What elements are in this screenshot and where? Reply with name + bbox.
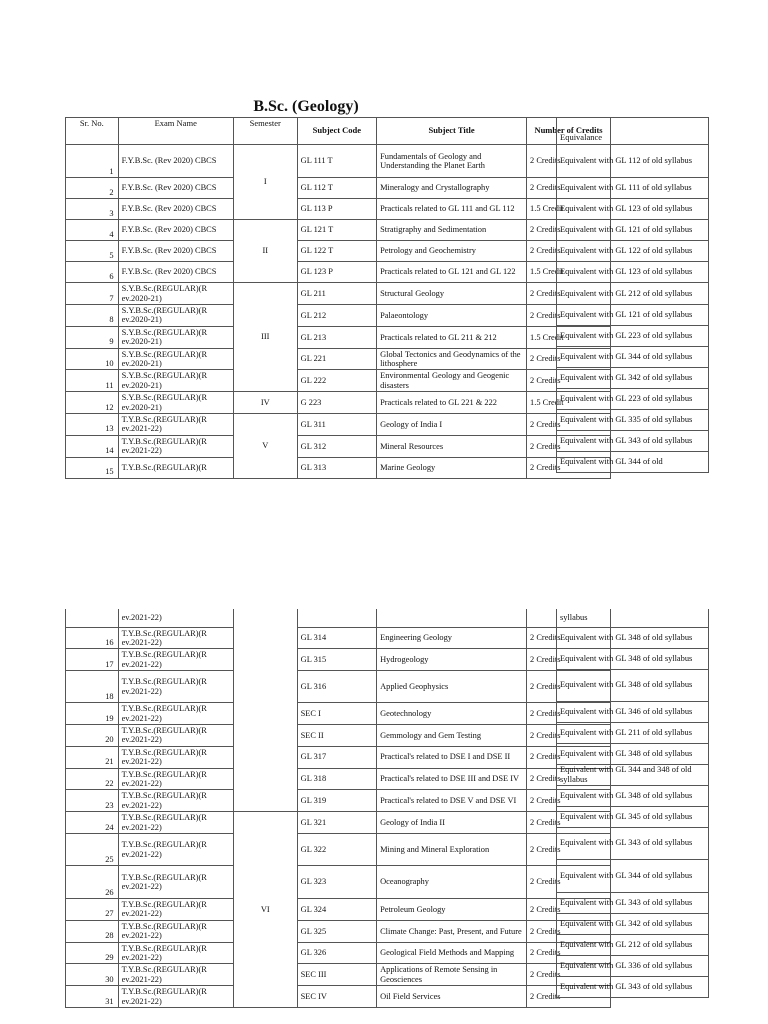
exam-name-cell: F.Y.B.Sc. (Rev 2020) CBCS bbox=[118, 178, 233, 199]
credits-cell: 2 Credits bbox=[527, 348, 611, 370]
exam-name-cell: S.Y.B.Sc.(REGULAR)(R ev.2020-21) bbox=[118, 283, 233, 305]
subject-code-cell: GL 311 bbox=[297, 414, 376, 436]
equivalence-row bbox=[557, 368, 709, 389]
subject-title-cell: Global Tectonics and Geodynamics of the lithosphere bbox=[377, 348, 527, 370]
subject-code-cell: GL 312 bbox=[297, 435, 376, 457]
sr-no-cell: 17 bbox=[66, 649, 119, 671]
equivalence-table-part2 bbox=[556, 609, 709, 998]
equivalence-cell: Equivalent with GL 111 of old syllabus bbox=[557, 178, 709, 199]
equivalence-cell: Equivalent with GL 343 of old syllabus bbox=[557, 976, 709, 997]
equivalence-row bbox=[557, 785, 709, 806]
table-row bbox=[66, 768, 611, 790]
subject-code-cell: GL 221 bbox=[297, 348, 376, 370]
header-sr-no: Sr. No. bbox=[66, 118, 119, 145]
equivalence-row bbox=[557, 892, 709, 913]
subject-code-cell: GL 325 bbox=[297, 920, 376, 942]
exam-name-cell: F.Y.B.Sc. (Rev 2020) CBCS bbox=[118, 145, 233, 178]
equivalence-cell: Equivalent with GL 344 of old syllabus bbox=[557, 347, 709, 368]
exam-name-cell: F.Y.B.Sc. (Rev 2020) CBCS bbox=[118, 241, 233, 262]
subject-title-cell: Engineering Geology bbox=[377, 627, 527, 649]
exam-name-cell: T.Y.B.Sc.(REGULAR)(R ev.2021-22) bbox=[118, 942, 233, 964]
subject-code-cell: GL 121 T bbox=[297, 220, 376, 241]
exam-name-cell: T.Y.B.Sc.(REGULAR)(R ev.2021-22) bbox=[118, 920, 233, 942]
sr-no-cell: 6 bbox=[66, 262, 119, 283]
sr-no-cell: 19 bbox=[66, 703, 119, 725]
credits-cell: 2 Credits bbox=[527, 627, 611, 649]
table-row bbox=[66, 145, 611, 178]
subject-code-cell: GL 322 bbox=[297, 834, 376, 866]
sr-no-cell: 9 bbox=[66, 326, 119, 348]
exam-name-continued: ev.2021-22) bbox=[118, 609, 233, 627]
exam-name-cell: T.Y.B.Sc.(REGULAR)(R ev.2021-22) bbox=[118, 812, 233, 834]
exam-name-cell: T.Y.B.Sc.(REGULAR)(R ev.2021-22) bbox=[118, 414, 233, 436]
equivalence-row bbox=[557, 976, 709, 997]
exam-name-cell: S.Y.B.Sc.(REGULAR)(R ev.2020-21) bbox=[118, 348, 233, 370]
equivalence-row bbox=[557, 913, 709, 934]
credits-cell: 2 Credits bbox=[527, 768, 611, 790]
credits-cell: 1.5 Credit bbox=[527, 262, 611, 283]
equivalence-row bbox=[557, 389, 709, 410]
sr-no-cell: 15 bbox=[66, 457, 119, 478]
table-row bbox=[66, 199, 611, 220]
equivalence-row bbox=[557, 431, 709, 452]
equivalence-row bbox=[557, 764, 709, 785]
sr-no-cell: 24 bbox=[66, 812, 119, 834]
subject-code-cell: GL 111 T bbox=[297, 145, 376, 178]
exam-name-cell: T.Y.B.Sc.(REGULAR)(R ev.2021-22) bbox=[118, 899, 233, 921]
equivalence-row bbox=[557, 722, 709, 743]
equivalence-cell: Equivalent with GL 121 of old syllabus bbox=[557, 220, 709, 241]
table-header-row bbox=[66, 118, 611, 145]
credits-cell: 2 Credits bbox=[527, 703, 611, 725]
subject-title-cell: Practical's related to DSE III and DSE IV bbox=[377, 768, 527, 790]
exam-name-cell: S.Y.B.Sc.(REGULAR)(R ev.2020-21) bbox=[118, 326, 233, 348]
credits-cell: 1.5 Credit bbox=[527, 326, 611, 348]
subject-code-cell: GL 323 bbox=[297, 866, 376, 899]
subject-code-cell: GL 211 bbox=[297, 283, 376, 305]
equivalence-table-part1 bbox=[556, 117, 709, 473]
credits-cell: 2 Credits bbox=[527, 283, 611, 305]
credits-cell: 2 Credits bbox=[527, 370, 611, 392]
table-row bbox=[66, 790, 611, 812]
equivalence-cell: Equivalent with GL 342 of old syllabus bbox=[557, 368, 709, 389]
table-row bbox=[66, 964, 611, 986]
subject-title-cell: Oil Field Services bbox=[377, 986, 527, 1008]
exam-name-cell: T.Y.B.Sc.(REGULAR)(R ev.2021-22) bbox=[118, 703, 233, 725]
credits-cell: 2 Credits bbox=[527, 986, 611, 1008]
exam-name-cell: F.Y.B.Sc. (Rev 2020) CBCS bbox=[118, 199, 233, 220]
subject-code-cell: SEC II bbox=[297, 724, 376, 746]
subject-code-cell: GL 212 bbox=[297, 305, 376, 327]
equivalence-row bbox=[557, 347, 709, 368]
subject-title-cell: Structural Geology bbox=[377, 283, 527, 305]
header-equivalance: Equivalance bbox=[557, 118, 709, 145]
credits-cell: 2 Credits bbox=[527, 305, 611, 327]
equivalence-cell: Equivalent with GL 348 of old syllabus bbox=[557, 648, 709, 669]
subject-title-cell: Practical's related to DSE V and DSE VI bbox=[377, 790, 527, 812]
subject-title-cell: Fundamentals of Geology and Understanding the Planet Earth bbox=[377, 145, 527, 178]
equivalence-row bbox=[557, 743, 709, 764]
equivalence-cell: Equivalent with GL 223 of old syllabus bbox=[557, 326, 709, 347]
table-row bbox=[66, 920, 611, 942]
sr-no-cell: 26 bbox=[66, 866, 119, 899]
equivalence-row bbox=[557, 241, 709, 262]
sr-no-cell: 2 bbox=[66, 178, 119, 199]
table-row bbox=[66, 262, 611, 283]
sr-no-cell: 11 bbox=[66, 370, 119, 392]
semester-cell: VI bbox=[233, 812, 297, 1008]
equivalence-cell: Equivalent with GL 343 of old syllabus bbox=[557, 431, 709, 452]
table-row bbox=[66, 326, 611, 348]
equivalence-cell: Equivalent with GL 343 of old syllabus bbox=[557, 892, 709, 913]
course-table-part2 bbox=[65, 609, 611, 1008]
equivalence-cell: Equivalent with GL 123 of old syllabus bbox=[557, 262, 709, 283]
equivalence-cell: Equivalent with GL 122 of old syllabus bbox=[557, 241, 709, 262]
subject-title-cell: Stratigraphy and Sedimentation bbox=[377, 220, 527, 241]
equivalence-row bbox=[557, 220, 709, 241]
subject-title-cell: Practicals related to GL 221 & 222 bbox=[377, 392, 527, 414]
table-row bbox=[66, 457, 611, 478]
subject-code-cell: GL 112 T bbox=[297, 178, 376, 199]
table-row bbox=[66, 866, 611, 899]
exam-name-cell: T.Y.B.Sc.(REGULAR)(R ev.2021-22) bbox=[118, 649, 233, 671]
header-semester: Semester bbox=[233, 118, 297, 145]
credits-cell: 2 Credits bbox=[527, 414, 611, 436]
credits-cell: 1.5 Credit bbox=[527, 199, 611, 220]
table-row bbox=[66, 305, 611, 327]
equivalence-row bbox=[557, 806, 709, 827]
subject-title-cell: Mining and Mineral Exploration bbox=[377, 834, 527, 866]
equivalence-row bbox=[557, 178, 709, 199]
exam-name-cell: T.Y.B.Sc.(REGULAR)(R ev.2021-22) bbox=[118, 790, 233, 812]
sr-no-cell: 16 bbox=[66, 627, 119, 649]
credits-cell: 2 Credits bbox=[527, 178, 611, 199]
subject-title-cell: Petroleum Geology bbox=[377, 899, 527, 921]
subject-title-cell: Hydrogeology bbox=[377, 649, 527, 671]
table-row bbox=[66, 283, 611, 305]
semester-cell bbox=[233, 627, 297, 812]
table-row bbox=[66, 703, 611, 725]
subject-code-cell: GL 313 bbox=[297, 457, 376, 478]
subject-title-cell: Mineralogy and Crystallography bbox=[377, 178, 527, 199]
sr-no-cell: 30 bbox=[66, 964, 119, 986]
subject-title-cell: Practicals related to GL 121 and GL 122 bbox=[377, 262, 527, 283]
semester-cell bbox=[233, 609, 297, 627]
sr-no-cell: 27 bbox=[66, 899, 119, 921]
subject-code-cell: GL 317 bbox=[297, 746, 376, 768]
subject-code-cell: GL 324 bbox=[297, 899, 376, 921]
sr-no-cell: 20 bbox=[66, 724, 119, 746]
header-subject-code: Subject Code bbox=[297, 118, 376, 145]
exam-name-cell: T.Y.B.Sc.(REGULAR)(R ev.2021-22) bbox=[118, 866, 233, 899]
subject-title-cell: Climate Change: Past, Present, and Future bbox=[377, 920, 527, 942]
subject-title-cell: Petrology and Geochemistry bbox=[377, 241, 527, 262]
subject-code-cell: GL 222 bbox=[297, 370, 376, 392]
exam-name-cell: T.Y.B.Sc.(REGULAR)(R ev.2021-22) bbox=[118, 627, 233, 649]
subject-title-cell: Mineral Resources bbox=[377, 435, 527, 457]
subject-title-cell: Geotechnology bbox=[377, 703, 527, 725]
table-row bbox=[66, 812, 611, 834]
semester-cell: I bbox=[233, 145, 297, 220]
subject-code-cell: GL 316 bbox=[297, 671, 376, 703]
equivalence-row bbox=[557, 859, 709, 892]
credits-cell: 2 Credits bbox=[527, 145, 611, 178]
credits-cell: 2 Credits bbox=[527, 724, 611, 746]
sr-no-cell: 21 bbox=[66, 746, 119, 768]
exam-name-cell: T.Y.B.Sc.(REGULAR)(R bbox=[118, 457, 233, 478]
sr-no-cell: 13 bbox=[66, 414, 119, 436]
equivalence-cell: Equivalent with GL 343 of old syllabus bbox=[557, 827, 709, 859]
credits-cell: 2 Credits bbox=[527, 812, 611, 834]
subject-title-cell: Geological Field Methods and Mapping bbox=[377, 942, 527, 964]
table-row bbox=[66, 348, 611, 370]
credits-cell: 2 Credits bbox=[527, 899, 611, 921]
equivalence-cell: Equivalent with GL 342 of old syllabus bbox=[557, 913, 709, 934]
exam-name-cell: T.Y.B.Sc.(REGULAR)(R ev.2021-22) bbox=[118, 986, 233, 1008]
equivalence-cell: Equivalent with GL 348 of old syllabus bbox=[557, 785, 709, 806]
sr-no-cell bbox=[66, 609, 119, 627]
credits-cell: 1.5 Credit bbox=[527, 392, 611, 414]
credits-cell: 2 Credits bbox=[527, 790, 611, 812]
sr-no-cell: 3 bbox=[66, 199, 119, 220]
subject-title-cell: Geology of India II bbox=[377, 812, 527, 834]
subject-code-cell: GL 321 bbox=[297, 812, 376, 834]
equivalence-cell: Equivalent with GL 335 of old syllabus bbox=[557, 410, 709, 431]
credits-cell: 2 Credits bbox=[527, 241, 611, 262]
sr-no-cell: 12 bbox=[66, 392, 119, 414]
sr-no-cell: 29 bbox=[66, 942, 119, 964]
equivalence-cell: Equivalent with GL 348 of old syllabus bbox=[557, 627, 709, 648]
subject-code-cell: GL 318 bbox=[297, 768, 376, 790]
equivalence-row bbox=[557, 145, 709, 178]
table-row bbox=[66, 834, 611, 866]
subject-title-cell: Geology of India I bbox=[377, 414, 527, 436]
exam-name-cell: T.Y.B.Sc.(REGULAR)(R ev.2021-22) bbox=[118, 964, 233, 986]
equivalence-cell: Equivalent with GL 344 and 348 of old syllabus bbox=[557, 764, 709, 785]
subject-code-cell: SEC I bbox=[297, 703, 376, 725]
continuation-row bbox=[66, 609, 611, 627]
sr-no-cell: 8 bbox=[66, 305, 119, 327]
equivalence-cell: Equivalent with GL 345 of old syllabus bbox=[557, 806, 709, 827]
credits-cell: 2 Credits bbox=[527, 920, 611, 942]
sr-no-cell: 25 bbox=[66, 834, 119, 866]
table-row bbox=[66, 746, 611, 768]
equivalence-cell: Equivalent with GL 212 of old syllabus bbox=[557, 283, 709, 305]
table-row bbox=[66, 627, 611, 649]
exam-name-cell: T.Y.B.Sc.(REGULAR)(R ev.2021-22) bbox=[118, 746, 233, 768]
equivalence-row bbox=[557, 648, 709, 669]
equivalence-cell: Equivalent with GL 123 of old syllabus bbox=[557, 199, 709, 220]
subject-title-cell: Practicals related to GL 111 and GL 112 bbox=[377, 199, 527, 220]
equivalence-row bbox=[557, 955, 709, 976]
subject-code-cell: SEC III bbox=[297, 964, 376, 986]
subject-code-cell: G 223 bbox=[297, 392, 376, 414]
credits-cell: 2 Credits bbox=[527, 964, 611, 986]
credits-cell: 2 Credits bbox=[527, 942, 611, 964]
subject-code-cell: GL 314 bbox=[297, 627, 376, 649]
equivalence-cell: Equivalent with GL 344 of old bbox=[557, 452, 709, 473]
credits-cell: 2 Credits bbox=[527, 457, 611, 478]
subject-title-cell: Environmental Geology and Geogenic disasters bbox=[377, 370, 527, 392]
equivalence-row bbox=[557, 199, 709, 220]
subject-code-cell: GL 213 bbox=[297, 326, 376, 348]
subject-code-cell: GL 315 bbox=[297, 649, 376, 671]
table-row bbox=[66, 724, 611, 746]
table-row bbox=[66, 649, 611, 671]
equivalence-cell: Equivalent with GL 211 of old syllabus bbox=[557, 722, 709, 743]
exam-name-cell: S.Y.B.Sc.(REGULAR)(R ev.2020-21) bbox=[118, 392, 233, 414]
exam-name-cell: F.Y.B.Sc. (Rev 2020) CBCS bbox=[118, 262, 233, 283]
exam-name-cell: F.Y.B.Sc. (Rev 2020) CBCS bbox=[118, 220, 233, 241]
equivalence-row bbox=[557, 326, 709, 347]
subject-title-cell: Oceanography bbox=[377, 866, 527, 899]
equivalence-row bbox=[557, 283, 709, 305]
exam-name-cell: T.Y.B.Sc.(REGULAR)(R ev.2021-22) bbox=[118, 724, 233, 746]
equivalence-row bbox=[557, 934, 709, 955]
table-row bbox=[66, 220, 611, 241]
subject-code-cell: GL 113 P bbox=[297, 199, 376, 220]
table-row bbox=[66, 435, 611, 457]
sr-no-cell: 7 bbox=[66, 283, 119, 305]
subject-title-cell: Practicals related to GL 211 & 212 bbox=[377, 326, 527, 348]
credits-cell: 2 Credits bbox=[527, 220, 611, 241]
subject-code-cell: GL 319 bbox=[297, 790, 376, 812]
equivalence-row bbox=[557, 669, 709, 701]
header-exam-name: Exam Name bbox=[118, 118, 233, 145]
subject-title-cell bbox=[377, 609, 527, 627]
page-title: B.Sc. (Geology) bbox=[253, 98, 359, 115]
table-row bbox=[66, 370, 611, 392]
exam-name-cell: S.Y.B.Sc.(REGULAR)(R ev.2020-21) bbox=[118, 305, 233, 327]
subject-title-cell: Applications of Remote Sensing in Geosciences bbox=[377, 964, 527, 986]
equivalence-row bbox=[557, 701, 709, 722]
equivalence-row bbox=[557, 305, 709, 326]
credits-cell: 2 Credits bbox=[527, 649, 611, 671]
equivalence-row bbox=[557, 262, 709, 283]
subject-code-cell: GL 122 T bbox=[297, 241, 376, 262]
sr-no-cell: 4 bbox=[66, 220, 119, 241]
equivalence-row bbox=[557, 627, 709, 648]
table-row bbox=[66, 671, 611, 703]
equivalence-cell: Equivalent with GL 348 of old syllabus bbox=[557, 669, 709, 701]
table-row bbox=[66, 899, 611, 921]
exam-name-cell: T.Y.B.Sc.(REGULAR)(R ev.2021-22) bbox=[118, 671, 233, 703]
subject-title-cell: Marine Geology bbox=[377, 457, 527, 478]
sr-no-cell: 14 bbox=[66, 435, 119, 457]
sr-no-cell: 23 bbox=[66, 790, 119, 812]
credits-cell: 2 Credits bbox=[527, 866, 611, 899]
sr-no-cell: 5 bbox=[66, 241, 119, 262]
subject-code-cell: GL 123 P bbox=[297, 262, 376, 283]
equivalence-cell: Equivalent with GL 212 of old syllabus bbox=[557, 934, 709, 955]
equivalence-row bbox=[557, 410, 709, 431]
table-row bbox=[66, 178, 611, 199]
table-row bbox=[66, 392, 611, 414]
equivalence-cell: Equivalent with GL 223 of old syllabus bbox=[557, 389, 709, 410]
equivalence-continued: syllabus bbox=[557, 609, 709, 627]
subject-title-cell: Practical's related to DSE I and DSE II bbox=[377, 746, 527, 768]
equivalence-cell: Equivalent with GL 121 of old syllabus bbox=[557, 305, 709, 326]
exam-name-cell: T.Y.B.Sc.(REGULAR)(R ev.2021-22) bbox=[118, 435, 233, 457]
credits-cell: 2 Credits bbox=[527, 671, 611, 703]
exam-name-cell: S.Y.B.Sc.(REGULAR)(R ev.2020-21) bbox=[118, 370, 233, 392]
header-credits: Number of Credits bbox=[527, 118, 611, 145]
subject-title-cell: Applied Geophysics bbox=[377, 671, 527, 703]
equivalence-cell: Equivalent with GL 336 of old syllabus bbox=[557, 955, 709, 976]
course-table-part1 bbox=[65, 117, 611, 479]
semester-cell: IV bbox=[233, 392, 297, 414]
semester-cell: II bbox=[233, 220, 297, 283]
equivalence-row bbox=[557, 609, 709, 627]
header-subject-title: Subject Title bbox=[377, 118, 527, 145]
sr-no-cell: 10 bbox=[66, 348, 119, 370]
equivalence-cell: Equivalent with GL 112 of old syllabus bbox=[557, 145, 709, 178]
table-row bbox=[66, 241, 611, 262]
subject-code-cell: GL 326 bbox=[297, 942, 376, 964]
equivalence-row bbox=[557, 452, 709, 473]
sr-no-cell: 31 bbox=[66, 986, 119, 1008]
equivalence-row bbox=[557, 827, 709, 859]
credits-cell: 2 Credits bbox=[527, 746, 611, 768]
subject-code-cell: SEC IV bbox=[297, 986, 376, 1008]
subject-title-cell: Gemmology and Gem Testing bbox=[377, 724, 527, 746]
table-row bbox=[66, 986, 611, 1008]
table-row bbox=[66, 414, 611, 436]
sr-no-cell: 28 bbox=[66, 920, 119, 942]
subject-title-cell: Palaeontology bbox=[377, 305, 527, 327]
exam-name-cell: T.Y.B.Sc.(REGULAR)(R ev.2021-22) bbox=[118, 768, 233, 790]
credits-cell: 2 Credits bbox=[527, 435, 611, 457]
credits-cell: 2 Credits bbox=[527, 834, 611, 866]
subject-code-cell bbox=[297, 609, 376, 627]
sr-no-cell: 22 bbox=[66, 768, 119, 790]
semester-cell: V bbox=[233, 414, 297, 479]
table-row bbox=[66, 942, 611, 964]
equivalence-cell: Equivalent with GL 346 of old syllabus bbox=[557, 701, 709, 722]
equivalence-cell: Equivalent with GL 348 of old syllabus bbox=[557, 743, 709, 764]
equivalence-cell: Equivalent with GL 344 of old syllabus bbox=[557, 859, 709, 892]
sr-no-cell: 1 bbox=[66, 145, 119, 178]
semester-cell: III bbox=[233, 283, 297, 392]
sr-no-cell: 18 bbox=[66, 671, 119, 703]
exam-name-cell: T.Y.B.Sc.(REGULAR)(R ev.2021-22) bbox=[118, 834, 233, 866]
